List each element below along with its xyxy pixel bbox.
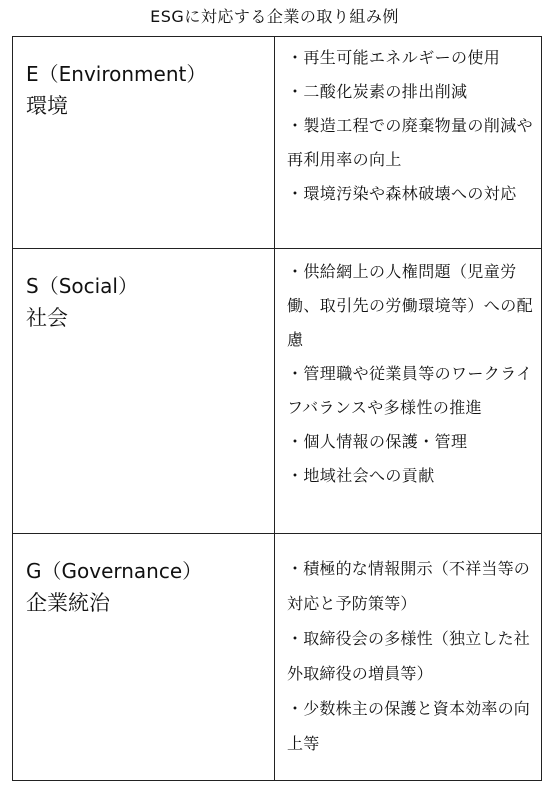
category-name-en: S（Social） xyxy=(26,274,138,298)
example-item: ・再生可能エネルギーの使用 xyxy=(287,48,501,67)
examples-list xyxy=(287,41,535,211)
examples-cell-social xyxy=(275,249,542,534)
category-cell-social xyxy=(13,249,275,534)
page-title: ESGに対応する企業の取り組み例 xyxy=(150,7,399,26)
example-item: ・製造工程での廃棄物量の削減や再利用率の向上 xyxy=(287,116,534,169)
example-item: ・少数株主の保護と資本効率の向上等 xyxy=(287,699,531,753)
category-name-en: E（Environment） xyxy=(26,62,207,86)
example-item: ・管理職や従業員等のワークライフバランスや多様性の推進 xyxy=(287,364,533,417)
example-item: ・二酸化炭素の排出削減 xyxy=(287,82,468,101)
examples-cell-environment xyxy=(275,37,542,249)
table-row-governance xyxy=(13,534,542,781)
example-item: ・取締役会の多様性（独立した社外取締役の増員等） xyxy=(287,629,531,683)
esg-table xyxy=(12,36,542,781)
examples-list xyxy=(287,551,535,761)
example-item: ・供給網上の人権問題（児童労働、取引先の労働環境等）への配慮 xyxy=(287,262,534,349)
table-row-social xyxy=(13,249,542,534)
example-item: ・個人情報の保護・管理 xyxy=(287,432,468,451)
example-item: ・地域社会への貢献 xyxy=(287,466,435,485)
example-item: ・環境汚染や森林破壊への対応 xyxy=(287,184,517,203)
category-name-ja: 社会 xyxy=(26,306,68,330)
category-cell-environment xyxy=(13,37,275,249)
category-name-en: G（Governance） xyxy=(26,559,203,583)
table-row-environment xyxy=(13,37,542,249)
examples-list xyxy=(287,255,535,493)
examples-cell-governance xyxy=(275,534,542,781)
category-cell-governance xyxy=(13,534,275,781)
category-name-ja: 環境 xyxy=(26,94,68,118)
example-item: ・積極的な情報開示（不祥当等の対応と予防策等） xyxy=(287,559,531,613)
category-name-ja: 企業統治 xyxy=(26,591,110,615)
